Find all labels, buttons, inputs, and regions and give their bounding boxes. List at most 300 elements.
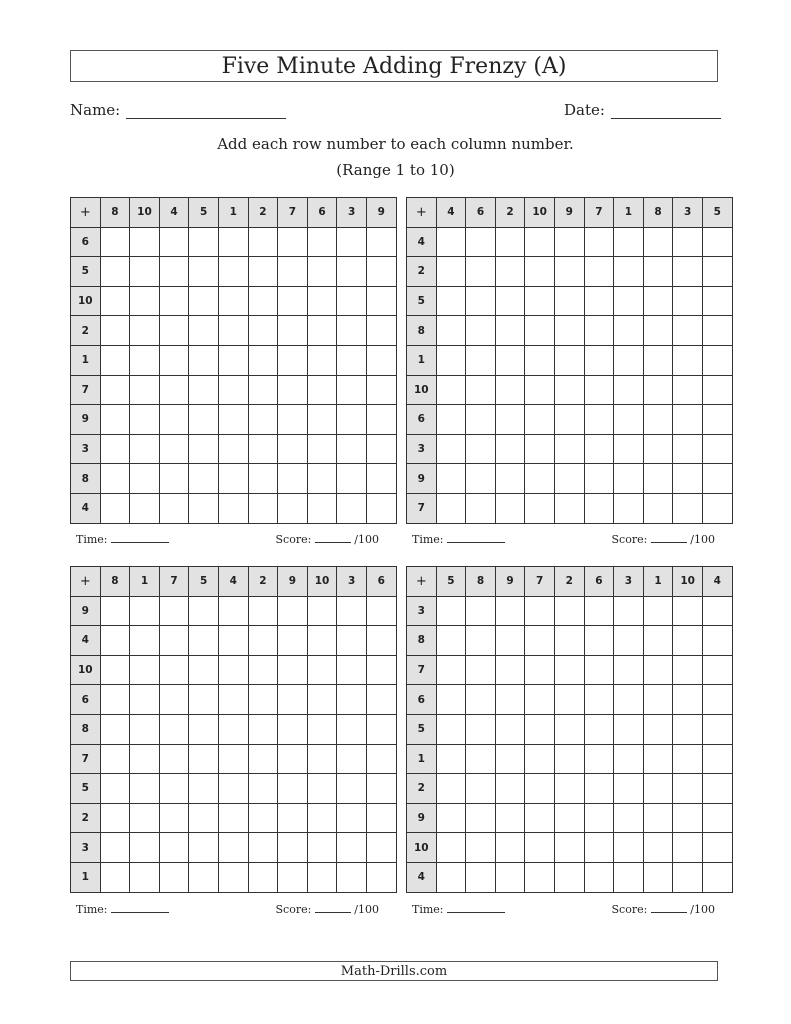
answer-cell[interactable]	[189, 833, 219, 863]
answer-cell[interactable]	[248, 833, 278, 863]
answer-cell[interactable]	[673, 744, 703, 774]
answer-cell[interactable]	[702, 345, 732, 375]
answer-cell[interactable]	[525, 493, 555, 523]
answer-cell[interactable]	[554, 464, 584, 494]
answer-cell[interactable]	[100, 833, 130, 863]
answer-cell[interactable]	[248, 596, 278, 626]
answer-cell[interactable]	[278, 744, 308, 774]
answer-cell[interactable]	[466, 434, 496, 464]
answer-cell[interactable]	[130, 685, 160, 715]
answer-cell[interactable]	[189, 434, 219, 464]
answer-cell[interactable]	[436, 774, 466, 804]
answer-cell[interactable]	[614, 434, 644, 464]
answer-cell[interactable]	[130, 744, 160, 774]
answer-cell[interactable]	[189, 345, 219, 375]
answer-cell[interactable]	[584, 833, 614, 863]
answer-cell[interactable]	[130, 714, 160, 744]
answer-cell[interactable]	[337, 803, 367, 833]
answer-cell[interactable]	[643, 227, 673, 257]
answer-cell[interactable]	[643, 833, 673, 863]
answer-cell[interactable]	[673, 405, 703, 435]
answer-cell[interactable]	[554, 774, 584, 804]
answer-cell[interactable]	[307, 714, 337, 744]
answer-cell[interactable]	[278, 803, 308, 833]
answer-cell[interactable]	[278, 626, 308, 656]
answer-cell[interactable]	[495, 375, 525, 405]
answer-cell[interactable]	[307, 464, 337, 494]
answer-cell[interactable]	[702, 257, 732, 287]
answer-cell[interactable]	[702, 774, 732, 804]
answer-cell[interactable]	[366, 405, 396, 435]
answer-cell[interactable]	[100, 655, 130, 685]
answer-cell[interactable]	[554, 375, 584, 405]
answer-cell[interactable]	[702, 375, 732, 405]
answer-cell[interactable]	[436, 434, 466, 464]
answer-cell[interactable]	[525, 596, 555, 626]
answer-cell[interactable]	[466, 345, 496, 375]
answer-cell[interactable]	[436, 493, 466, 523]
answer-cell[interactable]	[525, 685, 555, 715]
answer-cell[interactable]	[702, 227, 732, 257]
answer-cell[interactable]	[702, 833, 732, 863]
answer-cell[interactable]	[100, 316, 130, 346]
answer-cell[interactable]	[130, 405, 160, 435]
score-blank[interactable]	[315, 902, 351, 913]
answer-cell[interactable]	[366, 286, 396, 316]
answer-cell[interactable]	[673, 345, 703, 375]
answer-cell[interactable]	[366, 493, 396, 523]
answer-cell[interactable]	[248, 685, 278, 715]
answer-cell[interactable]	[159, 685, 189, 715]
answer-cell[interactable]	[466, 286, 496, 316]
answer-cell[interactable]	[337, 626, 367, 656]
answer-cell[interactable]	[436, 862, 466, 892]
answer-cell[interactable]	[673, 434, 703, 464]
answer-cell[interactable]	[495, 405, 525, 435]
answer-cell[interactable]	[643, 316, 673, 346]
answer-cell[interactable]	[218, 316, 248, 346]
answer-cell[interactable]	[466, 316, 496, 346]
answer-cell[interactable]	[495, 626, 525, 656]
answer-cell[interactable]	[584, 655, 614, 685]
answer-cell[interactable]	[278, 345, 308, 375]
answer-cell[interactable]	[307, 316, 337, 346]
answer-cell[interactable]	[643, 803, 673, 833]
answer-cell[interactable]	[466, 464, 496, 494]
answer-cell[interactable]	[702, 862, 732, 892]
answer-cell[interactable]	[554, 714, 584, 744]
answer-cell[interactable]	[584, 405, 614, 435]
answer-cell[interactable]	[307, 493, 337, 523]
answer-cell[interactable]	[554, 345, 584, 375]
answer-cell[interactable]	[554, 286, 584, 316]
answer-cell[interactable]	[466, 257, 496, 287]
answer-cell[interactable]	[307, 434, 337, 464]
answer-cell[interactable]	[218, 803, 248, 833]
answer-cell[interactable]	[248, 744, 278, 774]
answer-cell[interactable]	[248, 655, 278, 685]
answer-cell[interactable]	[643, 596, 673, 626]
answer-cell[interactable]	[614, 227, 644, 257]
answer-cell[interactable]	[466, 803, 496, 833]
answer-cell[interactable]	[554, 803, 584, 833]
answer-cell[interactable]	[525, 626, 555, 656]
answer-cell[interactable]	[248, 714, 278, 744]
answer-cell[interactable]	[584, 862, 614, 892]
answer-cell[interactable]	[584, 464, 614, 494]
answer-cell[interactable]	[366, 833, 396, 863]
answer-cell[interactable]	[614, 286, 644, 316]
answer-cell[interactable]	[525, 227, 555, 257]
answer-cell[interactable]	[554, 862, 584, 892]
answer-cell[interactable]	[702, 744, 732, 774]
answer-cell[interactable]	[130, 774, 160, 804]
answer-cell[interactable]	[366, 774, 396, 804]
answer-cell[interactable]	[366, 345, 396, 375]
answer-cell[interactable]	[189, 774, 219, 804]
answer-cell[interactable]	[466, 405, 496, 435]
answer-cell[interactable]	[673, 316, 703, 346]
answer-cell[interactable]	[307, 803, 337, 833]
answer-cell[interactable]	[100, 405, 130, 435]
answer-cell[interactable]	[307, 862, 337, 892]
answer-cell[interactable]	[614, 803, 644, 833]
answer-cell[interactable]	[614, 626, 644, 656]
answer-cell[interactable]	[189, 626, 219, 656]
answer-cell[interactable]	[673, 464, 703, 494]
answer-cell[interactable]	[673, 862, 703, 892]
answer-cell[interactable]	[189, 405, 219, 435]
answer-cell[interactable]	[100, 345, 130, 375]
time-blank[interactable]	[447, 532, 505, 543]
answer-cell[interactable]	[337, 714, 367, 744]
answer-cell[interactable]	[702, 685, 732, 715]
answer-cell[interactable]	[130, 375, 160, 405]
answer-cell[interactable]	[495, 774, 525, 804]
answer-cell[interactable]	[643, 744, 673, 774]
answer-cell[interactable]	[525, 774, 555, 804]
answer-cell[interactable]	[584, 774, 614, 804]
answer-cell[interactable]	[218, 862, 248, 892]
answer-cell[interactable]	[366, 685, 396, 715]
answer-cell[interactable]	[337, 286, 367, 316]
answer-cell[interactable]	[673, 375, 703, 405]
answer-cell[interactable]	[278, 655, 308, 685]
answer-cell[interactable]	[495, 596, 525, 626]
answer-cell[interactable]	[278, 316, 308, 346]
answer-cell[interactable]	[436, 803, 466, 833]
answer-cell[interactable]	[189, 685, 219, 715]
answer-cell[interactable]	[307, 257, 337, 287]
answer-cell[interactable]	[584, 685, 614, 715]
answer-cell[interactable]	[614, 685, 644, 715]
answer-cell[interactable]	[525, 862, 555, 892]
answer-cell[interactable]	[159, 405, 189, 435]
answer-cell[interactable]	[337, 493, 367, 523]
score-blank[interactable]	[315, 532, 351, 543]
answer-cell[interactable]	[278, 493, 308, 523]
answer-cell[interactable]	[643, 345, 673, 375]
answer-cell[interactable]	[307, 227, 337, 257]
answer-cell[interactable]	[436, 464, 466, 494]
answer-cell[interactable]	[643, 626, 673, 656]
answer-cell[interactable]	[614, 493, 644, 523]
answer-cell[interactable]	[702, 316, 732, 346]
answer-cell[interactable]	[278, 774, 308, 804]
answer-cell[interactable]	[278, 714, 308, 744]
answer-cell[interactable]	[495, 316, 525, 346]
answer-cell[interactable]	[554, 626, 584, 656]
answer-cell[interactable]	[436, 626, 466, 656]
answer-cell[interactable]	[584, 626, 614, 656]
answer-cell[interactable]	[554, 685, 584, 715]
answer-cell[interactable]	[614, 405, 644, 435]
answer-cell[interactable]	[673, 803, 703, 833]
answer-cell[interactable]	[218, 257, 248, 287]
answer-cell[interactable]	[614, 345, 644, 375]
answer-cell[interactable]	[218, 626, 248, 656]
answer-cell[interactable]	[248, 286, 278, 316]
answer-cell[interactable]	[218, 714, 248, 744]
answer-cell[interactable]	[584, 345, 614, 375]
answer-cell[interactable]	[218, 227, 248, 257]
answer-cell[interactable]	[673, 286, 703, 316]
answer-cell[interactable]	[525, 833, 555, 863]
answer-cell[interactable]	[495, 833, 525, 863]
answer-cell[interactable]	[673, 493, 703, 523]
answer-cell[interactable]	[307, 626, 337, 656]
answer-cell[interactable]	[495, 286, 525, 316]
answer-cell[interactable]	[614, 833, 644, 863]
answer-cell[interactable]	[702, 596, 732, 626]
answer-cell[interactable]	[159, 626, 189, 656]
answer-cell[interactable]	[436, 286, 466, 316]
answer-cell[interactable]	[159, 655, 189, 685]
answer-cell[interactable]	[100, 803, 130, 833]
answer-cell[interactable]	[218, 596, 248, 626]
answer-cell[interactable]	[278, 227, 308, 257]
answer-cell[interactable]	[366, 257, 396, 287]
answer-cell[interactable]	[643, 493, 673, 523]
answer-cell[interactable]	[673, 833, 703, 863]
answer-cell[interactable]	[366, 596, 396, 626]
answer-cell[interactable]	[278, 833, 308, 863]
answer-cell[interactable]	[278, 257, 308, 287]
answer-cell[interactable]	[436, 833, 466, 863]
answer-cell[interactable]	[337, 227, 367, 257]
answer-cell[interactable]	[554, 434, 584, 464]
answer-cell[interactable]	[100, 685, 130, 715]
answer-cell[interactable]	[189, 493, 219, 523]
answer-cell[interactable]	[307, 685, 337, 715]
answer-cell[interactable]	[466, 227, 496, 257]
answer-cell[interactable]	[130, 626, 160, 656]
answer-cell[interactable]	[643, 286, 673, 316]
answer-cell[interactable]	[554, 493, 584, 523]
answer-cell[interactable]	[673, 626, 703, 656]
answer-cell[interactable]	[130, 803, 160, 833]
answer-cell[interactable]	[466, 626, 496, 656]
answer-cell[interactable]	[584, 714, 614, 744]
answer-cell[interactable]	[436, 345, 466, 375]
answer-cell[interactable]	[466, 862, 496, 892]
answer-cell[interactable]	[584, 257, 614, 287]
answer-cell[interactable]	[189, 464, 219, 494]
answer-cell[interactable]	[436, 375, 466, 405]
answer-cell[interactable]	[100, 714, 130, 744]
answer-cell[interactable]	[525, 714, 555, 744]
answer-cell[interactable]	[436, 257, 466, 287]
answer-cell[interactable]	[307, 375, 337, 405]
answer-cell[interactable]	[584, 375, 614, 405]
answer-cell[interactable]	[584, 744, 614, 774]
answer-cell[interactable]	[248, 316, 278, 346]
answer-cell[interactable]	[643, 685, 673, 715]
answer-cell[interactable]	[189, 655, 219, 685]
answer-cell[interactable]	[366, 714, 396, 744]
answer-cell[interactable]	[218, 345, 248, 375]
answer-cell[interactable]	[307, 833, 337, 863]
answer-cell[interactable]	[436, 405, 466, 435]
answer-cell[interactable]	[159, 316, 189, 346]
answer-cell[interactable]	[278, 596, 308, 626]
answer-cell[interactable]	[702, 405, 732, 435]
answer-cell[interactable]	[673, 714, 703, 744]
answer-cell[interactable]	[130, 464, 160, 494]
answer-cell[interactable]	[366, 626, 396, 656]
answer-cell[interactable]	[218, 655, 248, 685]
answer-cell[interactable]	[554, 596, 584, 626]
answer-cell[interactable]	[495, 803, 525, 833]
answer-cell[interactable]	[159, 257, 189, 287]
answer-cell[interactable]	[554, 257, 584, 287]
answer-cell[interactable]	[248, 493, 278, 523]
answer-cell[interactable]	[248, 345, 278, 375]
answer-cell[interactable]	[189, 227, 219, 257]
answer-cell[interactable]	[159, 596, 189, 626]
answer-cell[interactable]	[218, 375, 248, 405]
answer-cell[interactable]	[643, 714, 673, 744]
answer-cell[interactable]	[495, 493, 525, 523]
answer-cell[interactable]	[614, 596, 644, 626]
answer-cell[interactable]	[584, 227, 614, 257]
answer-cell[interactable]	[584, 803, 614, 833]
answer-cell[interactable]	[248, 227, 278, 257]
answer-cell[interactable]	[436, 227, 466, 257]
answer-cell[interactable]	[130, 227, 160, 257]
answer-cell[interactable]	[525, 375, 555, 405]
answer-cell[interactable]	[278, 685, 308, 715]
answer-cell[interactable]	[495, 714, 525, 744]
answer-cell[interactable]	[218, 744, 248, 774]
answer-cell[interactable]	[218, 434, 248, 464]
answer-cell[interactable]	[130, 286, 160, 316]
answer-cell[interactable]	[436, 744, 466, 774]
answer-cell[interactable]	[702, 655, 732, 685]
answer-cell[interactable]	[337, 257, 367, 287]
answer-cell[interactable]	[495, 464, 525, 494]
answer-cell[interactable]	[100, 286, 130, 316]
answer-cell[interactable]	[673, 596, 703, 626]
answer-cell[interactable]	[337, 464, 367, 494]
answer-cell[interactable]	[643, 434, 673, 464]
answer-cell[interactable]	[466, 685, 496, 715]
answer-cell[interactable]	[218, 833, 248, 863]
answer-cell[interactable]	[525, 286, 555, 316]
answer-cell[interactable]	[159, 862, 189, 892]
answer-cell[interactable]	[673, 227, 703, 257]
answer-cell[interactable]	[466, 375, 496, 405]
answer-cell[interactable]	[307, 286, 337, 316]
answer-cell[interactable]	[248, 375, 278, 405]
answer-cell[interactable]	[307, 774, 337, 804]
answer-cell[interactable]	[366, 803, 396, 833]
answer-cell[interactable]	[466, 833, 496, 863]
answer-cell[interactable]	[366, 655, 396, 685]
answer-cell[interactable]	[248, 257, 278, 287]
answer-cell[interactable]	[100, 375, 130, 405]
answer-cell[interactable]	[702, 493, 732, 523]
answer-cell[interactable]	[495, 257, 525, 287]
answer-cell[interactable]	[218, 774, 248, 804]
answer-cell[interactable]	[337, 744, 367, 774]
answer-cell[interactable]	[525, 434, 555, 464]
score-blank[interactable]	[651, 532, 687, 543]
answer-cell[interactable]	[218, 685, 248, 715]
answer-cell[interactable]	[614, 655, 644, 685]
answer-cell[interactable]	[702, 803, 732, 833]
answer-cell[interactable]	[525, 803, 555, 833]
answer-cell[interactable]	[366, 316, 396, 346]
answer-cell[interactable]	[248, 434, 278, 464]
answer-cell[interactable]	[159, 464, 189, 494]
answer-cell[interactable]	[278, 375, 308, 405]
answer-cell[interactable]	[436, 655, 466, 685]
answer-cell[interactable]	[159, 375, 189, 405]
answer-cell[interactable]	[525, 257, 555, 287]
answer-cell[interactable]	[337, 596, 367, 626]
answer-cell[interactable]	[643, 464, 673, 494]
answer-cell[interactable]	[130, 596, 160, 626]
answer-cell[interactable]	[702, 286, 732, 316]
answer-cell[interactable]	[366, 464, 396, 494]
answer-cell[interactable]	[614, 744, 644, 774]
answer-cell[interactable]	[278, 464, 308, 494]
answer-cell[interactable]	[337, 345, 367, 375]
answer-cell[interactable]	[614, 375, 644, 405]
answer-cell[interactable]	[614, 774, 644, 804]
answer-cell[interactable]	[189, 744, 219, 774]
answer-cell[interactable]	[673, 257, 703, 287]
answer-cell[interactable]	[130, 316, 160, 346]
answer-cell[interactable]	[436, 596, 466, 626]
answer-cell[interactable]	[189, 596, 219, 626]
answer-cell[interactable]	[495, 345, 525, 375]
answer-cell[interactable]	[495, 862, 525, 892]
answer-cell[interactable]	[525, 316, 555, 346]
answer-cell[interactable]	[614, 862, 644, 892]
answer-cell[interactable]	[584, 286, 614, 316]
answer-cell[interactable]	[248, 862, 278, 892]
time-blank[interactable]	[447, 902, 505, 913]
answer-cell[interactable]	[218, 405, 248, 435]
answer-cell[interactable]	[702, 464, 732, 494]
answer-cell[interactable]	[189, 375, 219, 405]
answer-cell[interactable]	[159, 227, 189, 257]
answer-cell[interactable]	[466, 655, 496, 685]
answer-cell[interactable]	[554, 655, 584, 685]
answer-cell[interactable]	[337, 655, 367, 685]
